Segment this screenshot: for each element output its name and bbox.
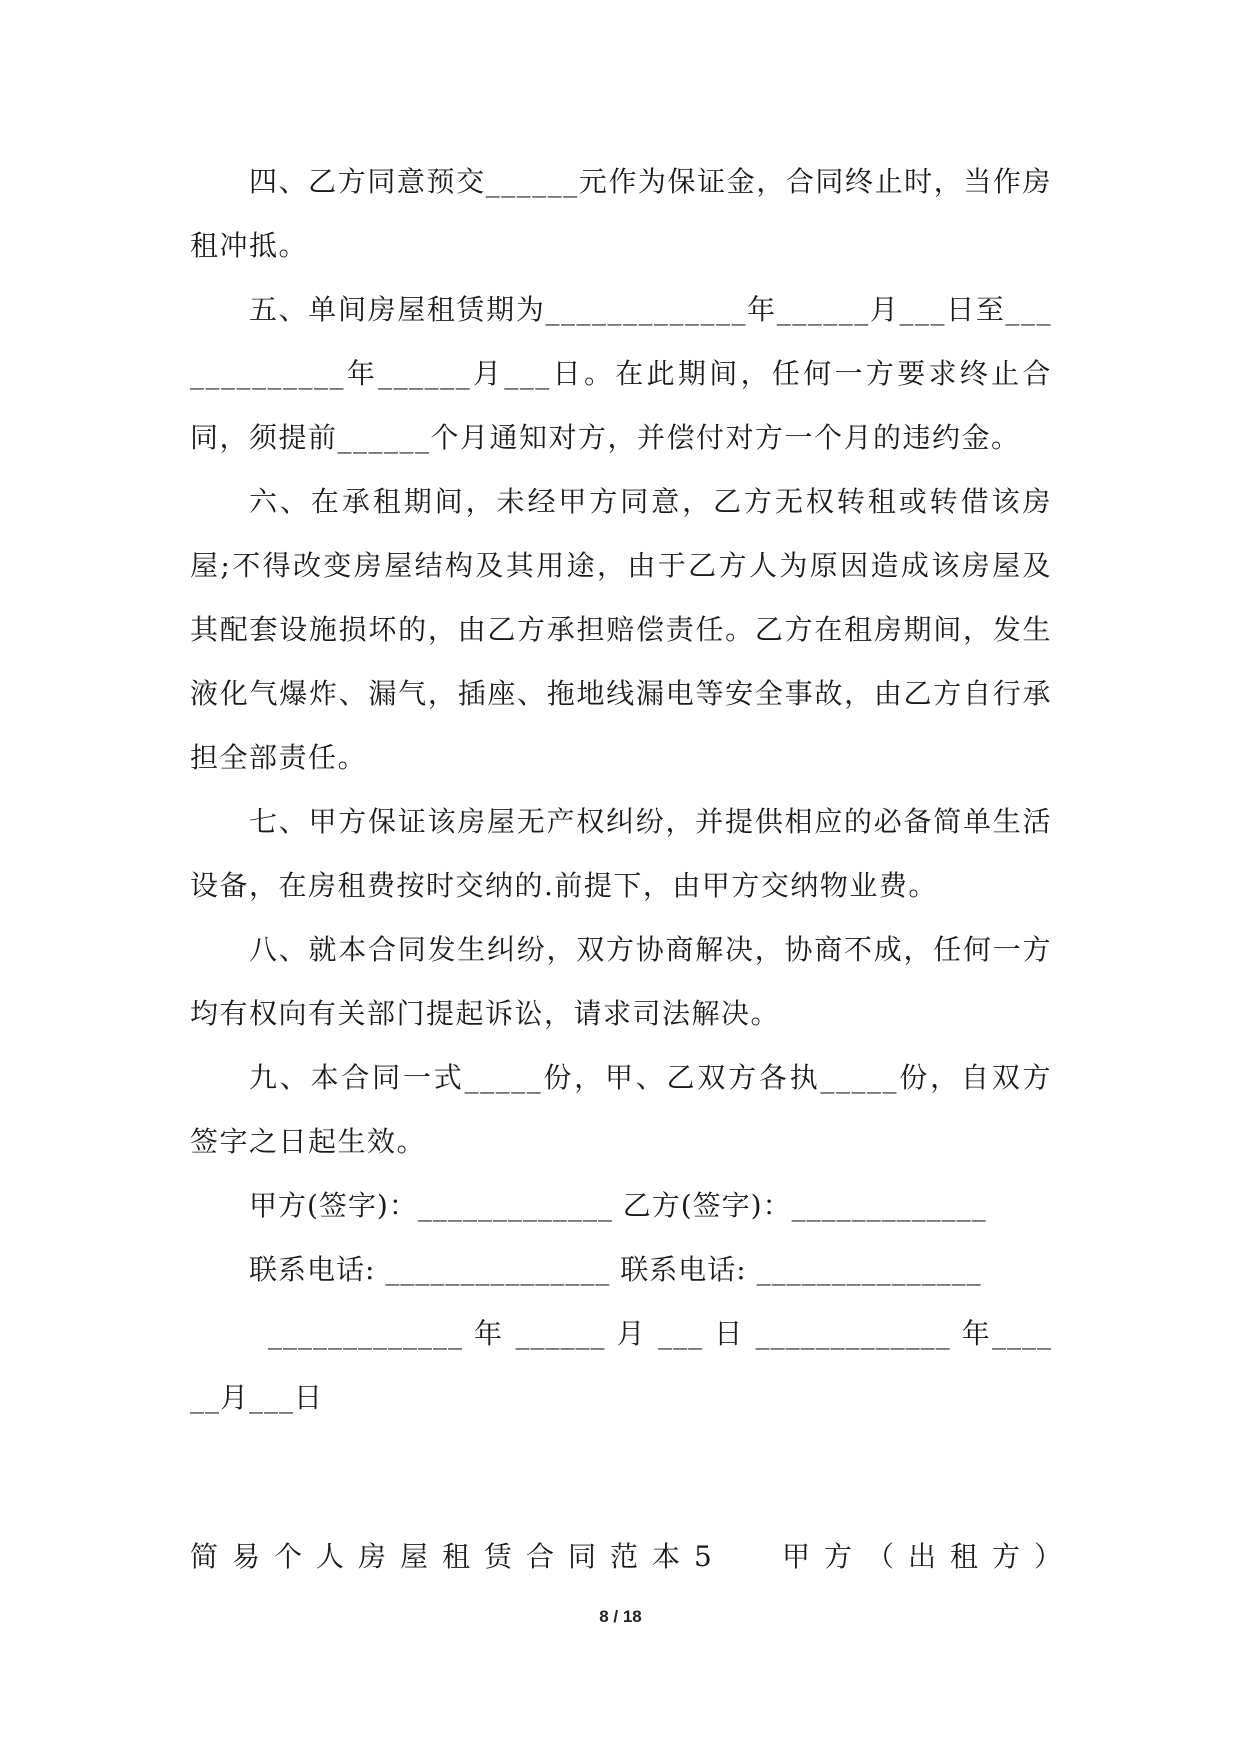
lessor-label: 甲方（出租方） bbox=[782, 1540, 1077, 1573]
clause-5-lease-term: 五、单间房屋租赁期为_____________年______月___日至_____________年______月___日。在此期间，任何一方要求终止合同，须提前______个月通知对方，并偿付对方一个月的违约金。 bbox=[190, 293, 1052, 454]
clause-9-copies: 九、本合同一式_____份，甲、乙双方各执_____份，自双方签字之日起生效。 bbox=[190, 1061, 1052, 1158]
page-number: 8 / 18 bbox=[599, 1607, 642, 1626]
clause-6-sublease-liability: 六、在承租期间，未经甲方同意，乙方无权转租或转借该房屋;不得改变房屋结构及其用途，由于乙方人为原因造成该房屋及其配套设施损坏的，由乙方承担赔偿责任。乙方在租房期间，发生液化气爆炸、漏气，插座、拖地线漏电等安全事故，由乙方自行承担全部责任。 bbox=[190, 485, 1052, 774]
contract-body bbox=[190, 150, 1052, 1430]
clause-8-disputes: 八、就本合同发生纠纷，双方协商解决，协商不成，任何一方均有权向有关部门提起诉讼，请求司法解决。 bbox=[190, 933, 1052, 1030]
next-contract-title: 简易个人房屋租赁合同范本5 bbox=[190, 1540, 726, 1573]
next-contract-heading bbox=[190, 1525, 1077, 1589]
clause-7-property-rights: 七、甲方保证该房屋无产权纠纷，并提供相应的必备简单生活设备，在房租费按时交纳的.前提下，由甲方交纳物业费。 bbox=[190, 805, 1052, 902]
phone-row: 联系电话: _______________ 联系电话: _______________ bbox=[249, 1253, 982, 1286]
clause-4-deposit: 四、乙方同意预交______元作为保证金，合同终止时，当作房租冲抵。 bbox=[190, 165, 1052, 262]
signature-row: 甲方(签字)：_____________ 乙方(签字)：_____________ bbox=[249, 1189, 987, 1222]
date-row: _____________ 年 ______ 月 ___ 日 _____________ 年______月___日 bbox=[190, 1317, 1052, 1414]
